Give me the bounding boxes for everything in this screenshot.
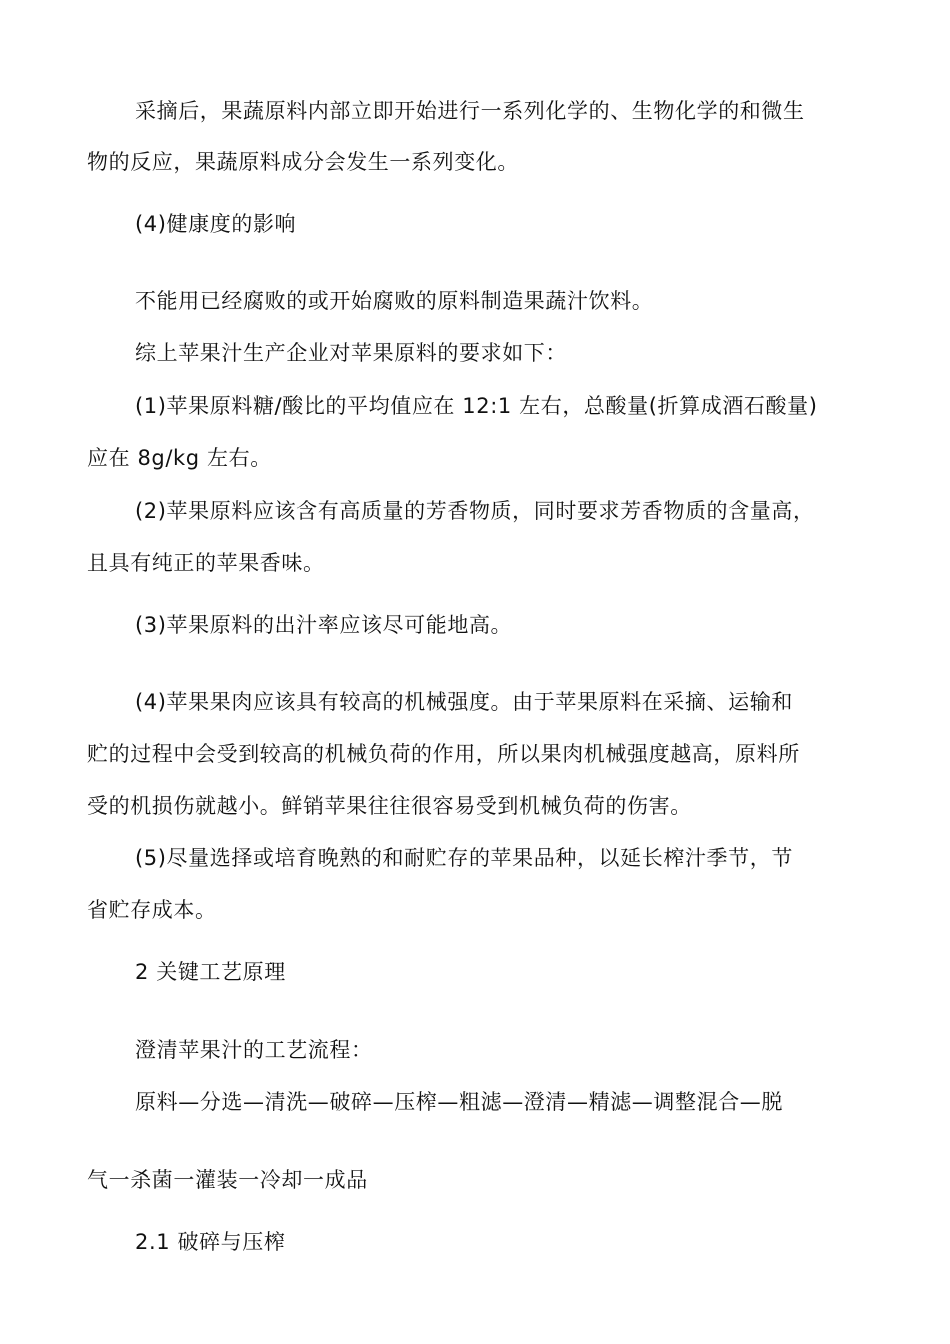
heading-health-degree: (4)健康度的影响 (135, 212, 297, 236)
requirement-4-line-3: 受的机损伤就越小。鲜销苹果往往很容易受到机械负荷的伤害。 (87, 794, 692, 818)
requirement-4-line-2: 贮的过程中会受到较高的机械负荷的作用，所以果肉机械强度越高，原料所 (87, 742, 800, 766)
requirement-5-line-2: 省贮存成本。 (87, 898, 217, 922)
section-heading-crushing-pressing: 2.1 破碎与压榨 (135, 1230, 286, 1254)
requirement-2-line-2: 且具有纯正的苹果香味。 (87, 551, 325, 575)
paragraph-flow-intro: 澄清苹果汁的工艺流程： (135, 1038, 373, 1062)
requirement-5-line-1: (5)尽量选择或培育晚熟的和耐贮存的苹果品种，以延长榨汁季节，节 (135, 846, 793, 870)
requirement-3: (3)苹果原料的出汁率应该尽可能地高。 (135, 613, 513, 637)
paragraph-no-rotten-materials: 不能用已经腐败的或开始腐败的原料制造果蔬汁饮料。 (135, 289, 654, 313)
process-flow-line-2: 气一杀菌一灌装一冷却一成品 (87, 1168, 368, 1192)
requirement-1-line-1: (1)苹果原料糖/酸比的平均值应在 12:1 左右，总酸量(折算成酒石酸量) (135, 394, 818, 418)
requirement-1-line-2: 应在 8g/kg 左右。 (87, 446, 272, 470)
requirement-4-line-1: (4)苹果果肉应该具有较高的机械强度。由于苹果原料在采摘、运输和 (135, 690, 793, 714)
section-heading-key-process: 2 关键工艺原理 (135, 960, 286, 984)
process-flow-line-1: 原料—分选—清洗—破碎—压榨—粗滤—澄清—精滤—调整混合—脱 (135, 1090, 783, 1114)
paragraph-picking-line-2: 物的反应，果蔬原料成分会发生一系列变化。 (87, 150, 519, 174)
requirement-2-line-1: (2)苹果原料应该含有高质量的芳香物质，同时要求芳香物质的含量高， (135, 499, 815, 523)
paragraph-summary-requirements: 综上苹果汁生产企业对苹果原料的要求如下： (135, 341, 567, 365)
paragraph-picking-line-1: 采摘后，果蔬原料内部立即开始进行一系列化学的、生物化学的和微生 (135, 99, 805, 123)
